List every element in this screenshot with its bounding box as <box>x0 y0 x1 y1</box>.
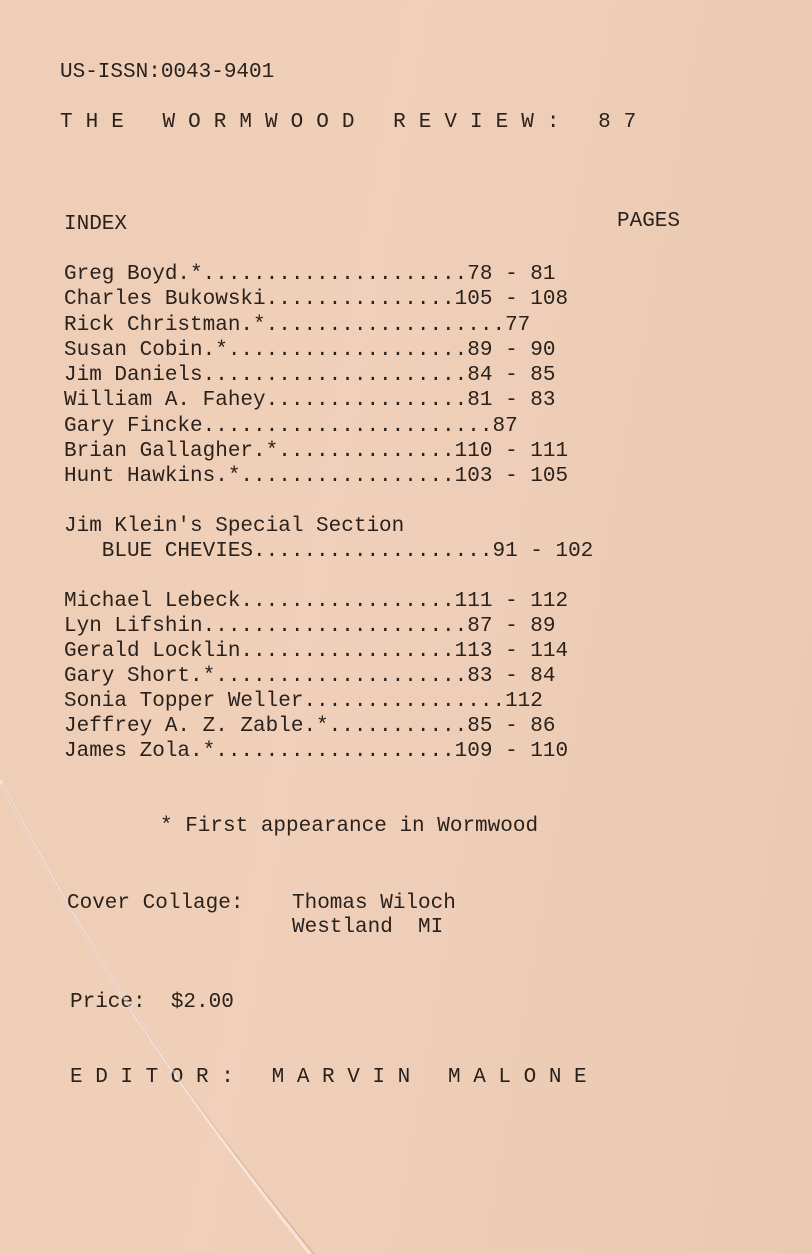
index-heading: INDEX <box>64 213 128 236</box>
index-entry: Greg Boyd.*.....................78 - 81 <box>64 263 556 286</box>
cover-location: Westland MI <box>292 916 444 939</box>
index-entry: Gary Short.*....................83 - 84 <box>64 665 556 688</box>
issn-line: US-ISSN:0043-9401 <box>60 61 275 84</box>
special-section-entry: BLUE CHEVIES...................91 - 102 <box>64 540 594 563</box>
editor-line: EDITOR: MARVIN MALONE <box>70 1066 600 1089</box>
pages-heading: PAGES <box>617 210 681 233</box>
price: Price: $2.00 <box>70 991 234 1014</box>
index-entry: Jim Daniels.....................84 - 85 <box>64 364 556 387</box>
index-entry: Brian Gallagher.*..............110 - 111 <box>64 440 569 463</box>
index-entry: Gary Fincke.......................87 <box>64 415 518 438</box>
special-section-title: Jim Klein's Special Section <box>64 515 405 538</box>
index-entry: Lyn Lifshin.....................87 - 89 <box>64 615 556 638</box>
index-entry: Gerald Locklin.................113 - 114 <box>64 640 569 663</box>
cover-artist: Thomas Wiloch <box>292 892 456 915</box>
index-entry: William A. Fahey................81 - 83 <box>64 389 556 412</box>
cover-label: Cover Collage: <box>67 892 244 915</box>
index-entry: Susan Cobin.*...................89 - 90 <box>64 339 556 362</box>
index-entry: Charles Bukowski...............105 - 108 <box>64 288 569 311</box>
index-entry: Jeffrey A. Z. Zable.*...........85 - 86 <box>64 715 556 738</box>
index-entry: James Zola.*...................109 - 110 <box>64 740 569 763</box>
journal-title: THE WORMWOOD REVIEW: 87 <box>60 111 650 134</box>
index-entry: Michael Lebeck.................111 - 112 <box>64 590 569 613</box>
footnote: * First appearance in Wormwood <box>160 815 539 838</box>
index-entry: Hunt Hawkins.*.................103 - 105 <box>64 465 569 488</box>
paper-crease <box>0 780 320 1254</box>
index-entry: Sonia Topper Weller................112 <box>64 690 543 713</box>
index-entry: Rick Christman.*...................77 <box>64 314 531 337</box>
